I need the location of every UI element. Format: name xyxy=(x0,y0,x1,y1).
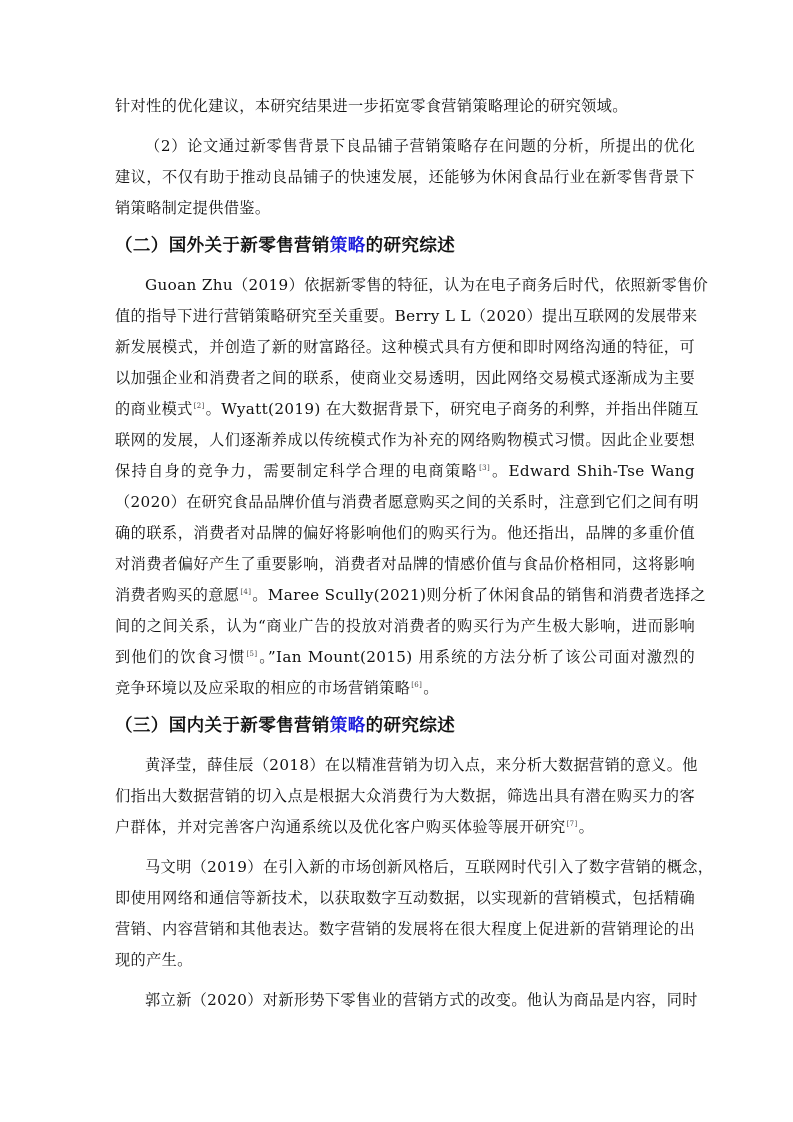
paragraph-line: 销策略制定提供借鉴。 xyxy=(115,199,271,217)
paragraph-line: 间的之间关系，认为“商业广告的投放对消费者的购买行为产生极大影响，进而影响 xyxy=(115,617,695,635)
paragraph-line: Guoan Zhu（2019）依据新零售的特征，认为在电子商务后时代，依照新零售价 xyxy=(145,276,709,294)
section-heading-foreign: （二）国外关于新零售营销策略的研究综述 xyxy=(115,236,456,256)
paragraph-line: 即使用网络和通信等新技术，以获取数字互动数据，以实现新的营销模式，包括精确 xyxy=(115,889,695,907)
citation-ref: [5] xyxy=(246,650,258,658)
citation-ref: [4] xyxy=(240,588,252,596)
paragraph-line: 新发展模式，并创造了新的财富路径。这种模式具有方便和即时网络沟通的特征，可 xyxy=(115,338,695,356)
paragraph-line: 以加强企业和消费者之间的联系，使商业交易透明，因此网络交易模式逐渐成为主要 xyxy=(115,369,695,387)
paragraph-line: 对消费者偏好产生了重要影响，消费者对品牌的情感价值与食品价格相同，这将影响 xyxy=(115,555,695,573)
paragraph-line: 现的产生。 xyxy=(115,951,193,969)
paragraph-line: （2）论文通过新零售背景下良品铺子营销策略存在问题的分析，所提出的优化 xyxy=(145,137,695,155)
paragraph-line: （2020）在研究食品品牌价值与消费者愿意购买之间的关系时，注意到它们之间有明 xyxy=(115,493,699,511)
paragraph-line: 消费者购买的意愿[4]。Maree Scully(2021)则分析了休闲食品的销售和消费者选择之 xyxy=(115,586,706,604)
paragraph-line: 们指出大数据营销的切入点是根据大众消费行为大数据，筛选出具有潜在购买力的客 xyxy=(115,787,695,805)
paragraph-line: 马文明（2019）在引入新的市场创新风格后，互联网时代引入了数字营销的概念， xyxy=(145,858,714,876)
heading-highlight: 策略 xyxy=(329,716,366,736)
paragraph-line: 户群体，并对完善客户沟通系统以及优化客户购买体验等展开研究[7]。 xyxy=(115,818,595,836)
paragraph-line: 确的联系，消费者对品牌的偏好将影响他们的购买行为。他还指出，品牌的多重价值 xyxy=(115,524,695,542)
paragraph-line: 的商业模式[2]。Wyatt(2019) 在大数据背景下，研究电子商务的利弊，并指出伴随互 xyxy=(115,400,699,418)
paragraph-line: 营销、内容营销和其他表达。数字营销的发展将在很大程度上促进新的营销理论的出 xyxy=(115,920,695,938)
heading-highlight: 策略 xyxy=(329,236,366,256)
citation-ref: [3] xyxy=(479,464,491,472)
paragraph-line: 郭立新（2020）对新形势下零售业的营销方式的改变。他认为商品是内容，同时 xyxy=(145,991,698,1009)
paragraph-line: 联网的发展，人们逐渐养成以传统模式作为补充的网络购物模式习惯。因此企业要想 xyxy=(115,431,695,449)
section-heading-domestic: （三）国内关于新零售营销策略的研究综述 xyxy=(115,716,456,736)
citation-ref: [2] xyxy=(193,402,205,410)
paragraph-line: 竞争环境以及应采取的相应的市场营销策略[6]。 xyxy=(115,679,439,697)
paragraph-line: 黄泽莹，薛佳辰（2018）在以精准营销为切入点，来分析大数据营销的意义。他 xyxy=(145,756,698,774)
paragraph-line: 值的指导下进行营销策略研究至关重要。Berry L L（2020）提出互联网的发展带来 xyxy=(115,307,698,325)
paragraph-line: 建议，不仅有助于推动良品铺子的快速发展，还能够为休闲食品行业在新零售背景下 xyxy=(115,168,695,186)
paragraph-line: 保持自身的竞争力，需要制定科学合理的电商策略[3]。Edward Shih-Tse Wang xyxy=(115,462,695,480)
citation-ref: [6] xyxy=(411,681,423,689)
paragraph-line: 到他们的饮食习惯[5]。”Ian Mount(2015) 用系统的方法分析了该公司面对激烈的 xyxy=(115,648,695,666)
citation-ref: [7] xyxy=(566,820,578,828)
paragraph-line: 针对性的优化建议，本研究结果进一步拓宽零食营销策略理论的研究领域。 xyxy=(115,97,628,115)
